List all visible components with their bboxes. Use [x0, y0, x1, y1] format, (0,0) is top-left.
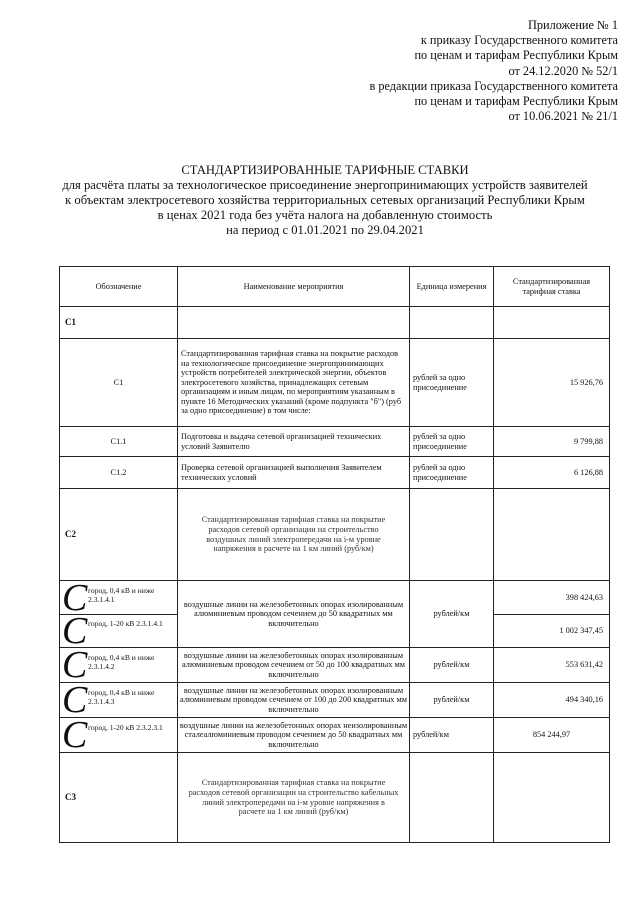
header-rate: Стандартизированная тарифная ставка	[494, 267, 610, 307]
row-value: 9 799,88	[494, 427, 610, 457]
header-unit: Единица измерения	[410, 267, 494, 307]
row-name: воздушные линии на железобетонных опорах изолированным алюминиевым проводом сечением от 50 до 100 квадратных мм включительно	[178, 648, 410, 683]
appendix-line: по ценам и тарифам Республики Крым	[414, 94, 618, 109]
header-activity: Наименование мероприятия	[178, 267, 410, 307]
table-header-row	[60, 267, 610, 307]
code-letter: C	[62, 644, 88, 686]
row-value: 553 631,42	[494, 648, 610, 683]
row-unit: рублей за одно присоединение	[410, 457, 494, 489]
code-text: город, 0,4 кВ и ниже 2.3.1.4.3	[88, 688, 155, 706]
row-code: С1.1	[60, 427, 178, 457]
row-code	[60, 679, 178, 721]
row-name: воздушные линии на железобетонных опорах изолированным алюминиевым проводом сечением до 50 квадратных мм включительно	[178, 581, 410, 648]
section-label-c2: С2	[60, 489, 178, 581]
table-row	[60, 648, 610, 683]
table-row	[60, 718, 610, 753]
title-line: СТАНДАРТИЗИРОВАННЫЕ ТАРИФНЫЕ СТАВКИ	[181, 163, 469, 177]
row-unit: рублей за одно присоединение	[410, 427, 494, 457]
appendix-line: к приказу Государственного комитета	[420, 33, 618, 48]
row-name: Стандартизированная тарифная ставка на покрытие расходов сетевой организации на строительство воздушных линий электропередачи на i-м уровне напряжения в расчете на 1 км линий (руб/км)	[178, 489, 410, 581]
title-line: в ценах 2021 года без учёта налога на добавленную стоимость	[157, 208, 493, 222]
code-letter: C	[62, 714, 88, 756]
row-code	[60, 644, 178, 686]
appendix-line: Приложение № 1	[527, 18, 618, 32]
code-letter: C	[62, 576, 88, 619]
table-row	[60, 427, 610, 457]
row-code	[60, 714, 178, 756]
header-designation: Обозначение	[60, 267, 178, 307]
table-row	[60, 307, 610, 339]
table-row	[60, 753, 610, 843]
section-label-c1: С1	[60, 307, 178, 339]
code-text: город, 1-20 кВ 2.3.2.3.1	[88, 723, 163, 732]
row-value: 854 244,97	[494, 718, 610, 753]
row-value: 398 424,63	[494, 581, 610, 615]
table-row	[60, 339, 610, 427]
tariff-table	[59, 266, 610, 843]
appendix-line: по ценам и тарифам Республики Крым	[414, 48, 618, 63]
section-label-c3: С3	[60, 753, 178, 843]
row-name: воздушные линии на железобетонных опорах изолированным алюминиевым проводом сечением от 100 до 200 квадратных мм включительно	[178, 683, 410, 718]
appendix-line: от 24.12.2020 № 52/1	[508, 63, 618, 78]
row-unit: рублей/км	[410, 581, 494, 648]
row-name: Подготовка и выдача сетевой организацией технических условий Заявителю	[178, 427, 410, 457]
title-line: на период с 01.01.2021 по 29.04.2021	[226, 223, 424, 237]
code-letter: C	[62, 610, 88, 652]
code-letter: C	[62, 679, 88, 721]
row-unit: рублей/км	[410, 718, 494, 753]
row-name: Стандартизированная тарифная ставка на покрытие расходов на технологическое присоединение энергопринимающих устройств потребителей электрической энергии, объектов электросетевого хозяйства, принадлежащих сетевым организациям и иным лицам, по мероприятиям указанным в пункте 16 Методических указаний (кроме подпункта "б") (руб за одно присоединение) в том числе:	[178, 339, 410, 427]
table-row	[60, 581, 610, 615]
table-row	[60, 489, 610, 581]
appendix-line: от 10.06.2021 № 21/1	[508, 109, 618, 124]
row-code: С1	[60, 339, 178, 427]
title-line: для расчёта платы за технологическое присоединение энергопринимающих устройств заявителей	[62, 178, 588, 192]
row-unit: рублей за одно присоединение	[410, 339, 494, 427]
code-text: город, 0,4 кВ и ниже 2.3.1.4.1	[88, 585, 155, 604]
appendix-header	[288, 18, 618, 124]
row-value: 494 340,16	[494, 683, 610, 718]
code-text: город, 0,4 кВ и ниже 2.3.1.4.2	[88, 653, 155, 671]
row-unit: рублей/км	[410, 648, 494, 683]
row-code: С1.2	[60, 457, 178, 489]
row-name: Стандартизированная тарифная ставка на покрытие расходов сетевой организации на строительство кабельных линий электропередачи на i-м уровне напряжения в расчете на 1 км линий (руб/км)	[178, 753, 410, 843]
code-text: город, 1-20 кВ 2.3.1.4.1	[88, 619, 163, 628]
row-name: воздушные линии на железобетонных опорах неизолированным сталеалюминиевым проводом сечением до 50 квадратных мм включительно	[178, 718, 410, 753]
row-value: 1 002 347,45	[494, 615, 610, 648]
row-value: 15 926,76	[494, 339, 610, 427]
table-row	[60, 683, 610, 718]
row-value: 6 126,88	[494, 457, 610, 489]
document-title	[40, 163, 610, 238]
table-row	[60, 457, 610, 489]
title-line: к объектам электросетевого хозяйства территориальных сетевых организаций Республики Крым	[65, 193, 585, 207]
row-name: Проверка сетевой организацией выполнения Заявителем технических условий	[178, 457, 410, 489]
row-code	[60, 610, 178, 652]
appendix-line: в редакции приказа Государственного комитета	[369, 78, 618, 93]
row-unit: рублей/км	[410, 683, 494, 718]
